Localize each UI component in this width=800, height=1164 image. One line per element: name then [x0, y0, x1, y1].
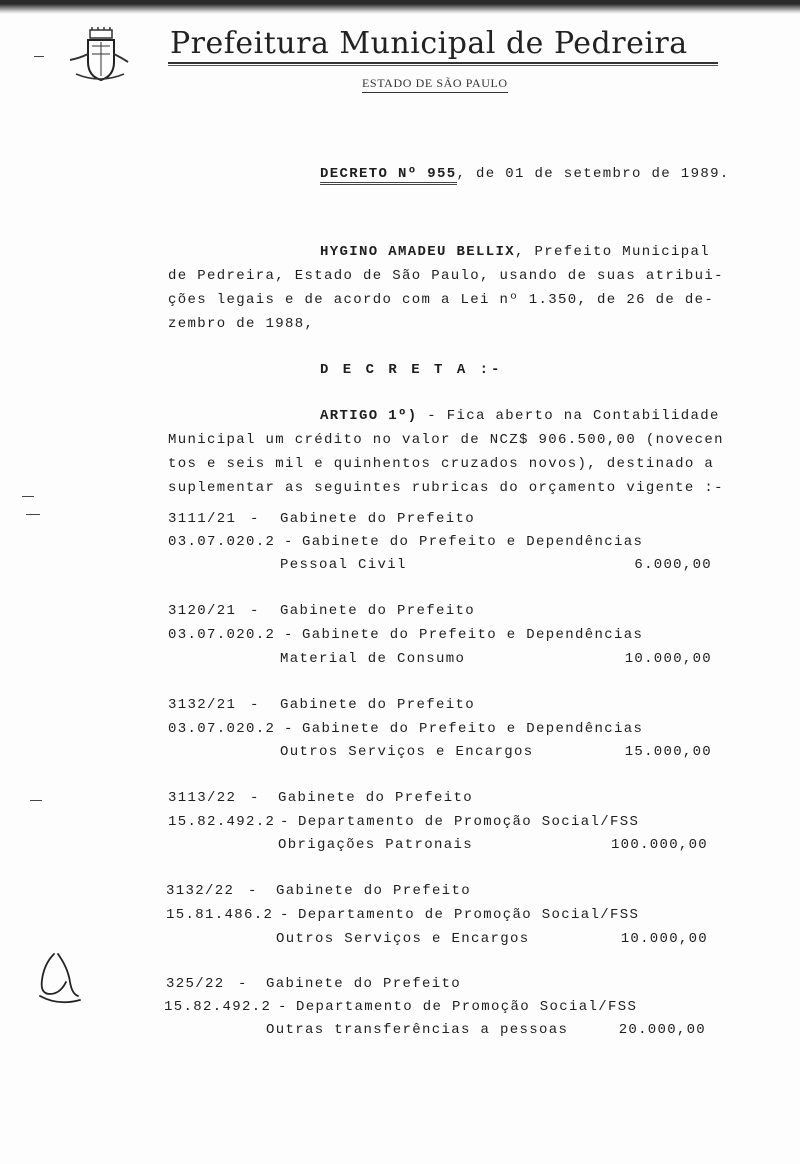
entry-amount: 15.000,00: [624, 744, 712, 760]
entry-code: 3111/21: [168, 511, 237, 527]
entry-item: Pessoal Civil: [280, 557, 407, 573]
entry-program: 03.07.020.2: [168, 721, 276, 737]
article-line-3: tos e seis mil e quinhentos cruzados novos), destinado a: [168, 456, 715, 472]
entry-code: 3113/22: [168, 790, 237, 806]
handwritten-initial-signature: [36, 950, 84, 1006]
entry-code: 3120/21: [168, 603, 237, 619]
entry-program: 03.07.020.2: [168, 534, 276, 550]
entry-program: 15.81.486.2: [166, 907, 274, 923]
entry-unit: Gabinete do Prefeito: [276, 883, 472, 899]
preamble-line-4: zembro de 1988,: [168, 316, 315, 332]
entry-unit: Gabinete do Prefeito: [266, 976, 462, 992]
municipal-crest-emblem: [68, 26, 130, 84]
margin-mark: [26, 514, 40, 515]
entry-amount: 10.000,00: [624, 651, 712, 667]
entry-unit: Gabinete do Prefeito: [280, 603, 476, 619]
entry-amount: 6.000,00: [634, 557, 712, 573]
entry-item: Material de Consumo: [280, 651, 466, 667]
entry-program: 03.07.020.2: [168, 627, 276, 643]
entry-code: 3132/22: [166, 883, 235, 899]
decree-date: , de 01 de setembro de 1989.: [456, 166, 730, 182]
entry-program-desc: Gabinete do Prefeito e Dependências: [302, 627, 644, 643]
entry-program: 15.82.492.2: [164, 999, 272, 1015]
margin-mark: [30, 800, 42, 801]
scan-top-edge: [0, 0, 800, 14]
article-line-2: Municipal um crédito no valor de NCZ$ 906.500,00 (novecen: [168, 432, 724, 448]
entry-unit: Gabinete do Prefeito: [278, 790, 474, 806]
letterhead-rule: [168, 62, 718, 64]
entry-amount: 100.000,00: [610, 837, 708, 853]
letterhead-rule-thin: [168, 65, 718, 66]
letterhead-state: ESTADO DE SÃO PAULO: [362, 76, 508, 93]
letterhead-title: Prefeitura Municipal de Pedreira: [170, 26, 688, 61]
decree-number: DECRETO Nº 955: [320, 166, 457, 185]
entry-code: 3132/21: [168, 697, 237, 713]
decreta-heading: D E C R E T A :-: [320, 362, 503, 378]
entry-program-desc: Gabinete do Prefeito e Dependências: [302, 534, 644, 550]
entry-unit: Gabinete do Prefeito: [280, 511, 476, 527]
mayor-name: HYGINO AMADEU BELLIX: [320, 244, 516, 260]
entry-item: Outras transferências a pessoas: [266, 1022, 569, 1038]
entry-code: 325/22: [166, 976, 225, 992]
entry-program-desc: Gabinete do Prefeito e Dependências: [302, 721, 644, 737]
article-label: ARTIGO 1º): [320, 408, 418, 424]
preamble-line-3: ções legais e de acordo com a Lei nº 1.350, de 26 de de-: [168, 292, 715, 308]
entry-amount: 10.000,00: [620, 931, 708, 947]
preamble-line-1: HYGINO AMADEU BELLIX, Prefeito Municipal: [320, 244, 711, 260]
entry-unit: Gabinete do Prefeito: [280, 697, 476, 713]
entry-program-desc: Departamento de Promoção Social/FSS: [296, 999, 638, 1015]
preamble-line-2: de Pedreira, Estado de São Paulo, usando de suas atribui-: [168, 268, 724, 284]
article-line-4: suplementar as seguintes rubricas do orçamento vigente :-: [168, 480, 724, 496]
margin-mark: [34, 56, 44, 57]
entry-program-desc: Departamento de Promoção Social/FSS: [298, 907, 640, 923]
entry-item: Outros Serviços e Encargos: [280, 744, 534, 760]
entry-program: 15.82.492.2: [168, 814, 276, 830]
entry-program-desc: Departamento de Promoção Social/FSS: [298, 814, 640, 830]
decree-heading: [320, 166, 730, 182]
article-line-1: ARTIGO 1º) - Fica aberto na Contabilidade: [320, 408, 720, 424]
entry-amount: 20.000,00: [618, 1022, 706, 1038]
entry-item: Obrigações Patronais: [278, 837, 474, 853]
entry-item: Outros Serviços e Encargos: [276, 931, 530, 947]
margin-mark: [22, 496, 34, 497]
